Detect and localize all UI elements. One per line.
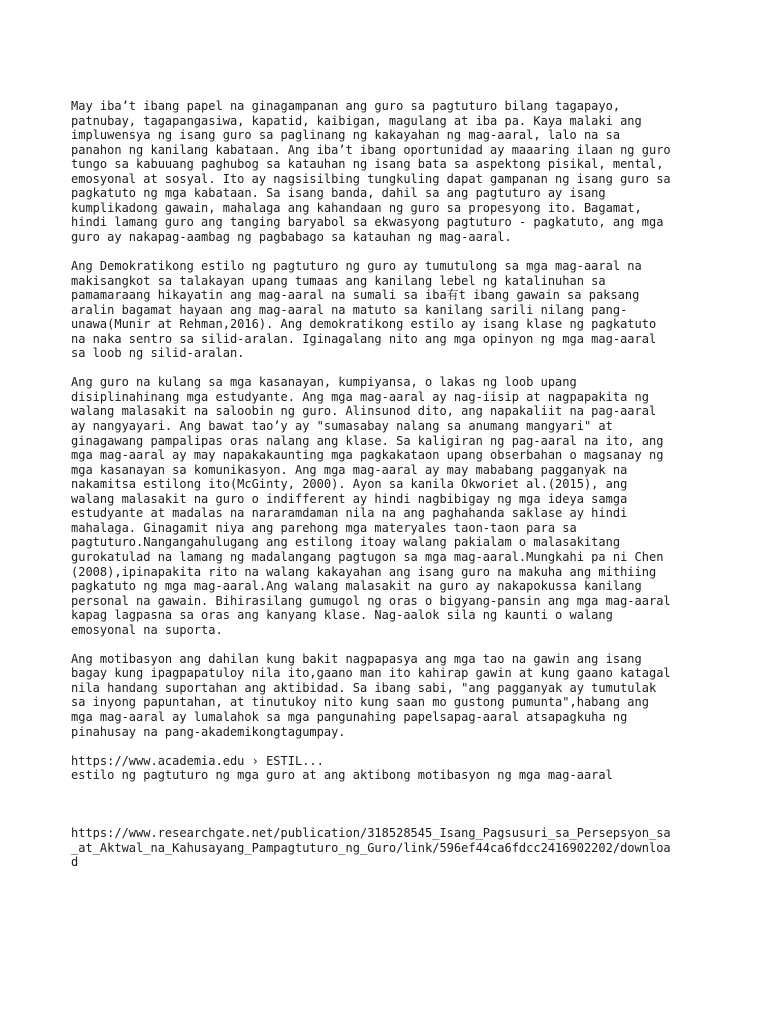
document-page [71,99,701,870]
reference-academia-url[interactable]: https://www.academia.edu › ESTIL... [71,753,324,768]
paragraph-indifferent-teacher: Ang guro na kulang sa mga kasanayan, kumpiyansa, o lakas ng loob upang disiplinahinang mga estudyante. Ang mga mag-aaral ay nag-iisip at nagpapakita ng walang malasakit na saloobin ng guro. Alinsunod dito, ang napakaliit na pag-aaral ay nangyayari. Ang bawat tao’y ay "sumasabay nalang sa anumang mangyari" at ginagawang pampalipas oras nalang ang klase. Sa kaligiran ng pag-aaral na ito, ang mga mag-aaral ay may napakakaunting mga pagkakataon upang obserbahan o magsanay ng mga kasanayan sa komunikasyon. Ang mga mag-aaral ay may mababang pagganyak na nakamitsa estilong ito(McGinty, 2000). Ayon sa kanila Okworiet al.(2015), ang walang malasakit na guro o indifferent ay hindi nagbibigay ng mga ideya samga estudyante at madalas na nararamdaman nila na ang paghahanda saklase ay hindi mahalaga. Ginagamit niya ang parehong mga materyales taon-taon para sa pagtuturo.Nangangahulugang ang estilong itoay walang pakialam o malasakitang gurokatulad na lamang ng madalangang pagtugon sa mga mag-aaral.Mungkahi pa ni Chen (2008),ipinapakita rito na walang kakayahan ang isang guro na makuha ang mithiing pagkatuto ng mga mag-aaral.Ang walang malasakit na guro ay nakapokussa kanilang personal na gawain. Bihirasilang gumugol ng oras o bigyang-pansin ang mga mag-aaral kapag lagpasna sa oras ang kanyang klase. Nag-aalok sila ng kaunti o walang emosyonal na suporta. [71,375,671,637]
paragraph-democratic-style: Ang Demokratikong estilo ng pagtuturo ng guro ay tumutulong sa mga mag-aaral na makisangkot sa talakayan upang tumaas ang kanilang lebel ng katalinuhan sa pamamaraang hikayatin ang mag-aaral na sumali sa iba有t ibang gawain sa paksang aralin bagamat hayaan ang mag-aaral na matuto sa kanilang sarili nilang pang- unawa(Munir at Rehman,2016). Ang demokratikong estilo ay isang klase ng pagkatuto na naka sentro sa silid-aralan. Iginagalang nito ang mga opinyon ng mga mag-aaral sa loob ng silid-aralan. [71,259,657,361]
spacer [71,783,701,827]
paragraph-roles-of-teacher: May iba’t ibang papel na ginagampanan ang guro sa pagtuturo bilang tagapayo, patnubay, tagapangasiwa, kapatid, kaibigan, magulang at iba pa. Kaya malaki ang impluwensya ng isang guro sa paglinang ng kakayahan ng mag-aaral, lalo na sa panahon ng kanilang kabataan. Ang iba’t ibang oportunidad ay maaaring ilaan ng guro tungo sa kabuuang paghubog sa katauhan ng isang bata sa aspektong pisikal, mental, emosyonal at sosyal. Ito ay nagsisilbing tungkuling dapat gampanan ng isang guro sa pagkatuto ng mga kabataan. Sa isang banda, dahil sa ang pagtuturo ay isang kumplikadong gawain, mahalaga ang kahandaan ng guro sa propesyong ito. Bagamat, hindi lamang guro ang tanging baryabol sa ekwasyong pagtuturo - pagkatuto, ang mga guro ay nakapag-aambag ng pagbabago sa katauhan ng mag-aaral. [71,99,671,244]
reference-academia-title: estilo ng pagtuturo ng mga guro at ang aktibong motibasyon ng mga mag-aaral [71,768,613,783]
paragraph-motivation: Ang motibasyon ang dahilan kung bakit nagpapasya ang mga tao na gawin ang isang bagay kung ipagpapatuloy nila ito,gaano man ito kahirap gawin at kung gaano katagal nila handang suportahan ang aktibidad. Sa ibang sabi, "ang pagganyak ay tumutulak sa inyong papuntahan, at tinutukoy nito kung saan mo gustong pumunta",habang ang mga mag-aaral ay lumalahok sa mga pangunahing papelsapag-aaral atsapagkuha ng pinahusay na pang-akademikongtagumpay. [71,651,671,739]
reference-researchgate-url[interactable]: https://www.researchgate.net/publication/318528545_Isang_Pagsusuri_sa_Persepsyon_sa _at_Aktwal_na_Kahusayang_Pampagtuturo_ng_Guro/link/596ef44ca6fdcc2416902202/downloa d [71,826,671,870]
